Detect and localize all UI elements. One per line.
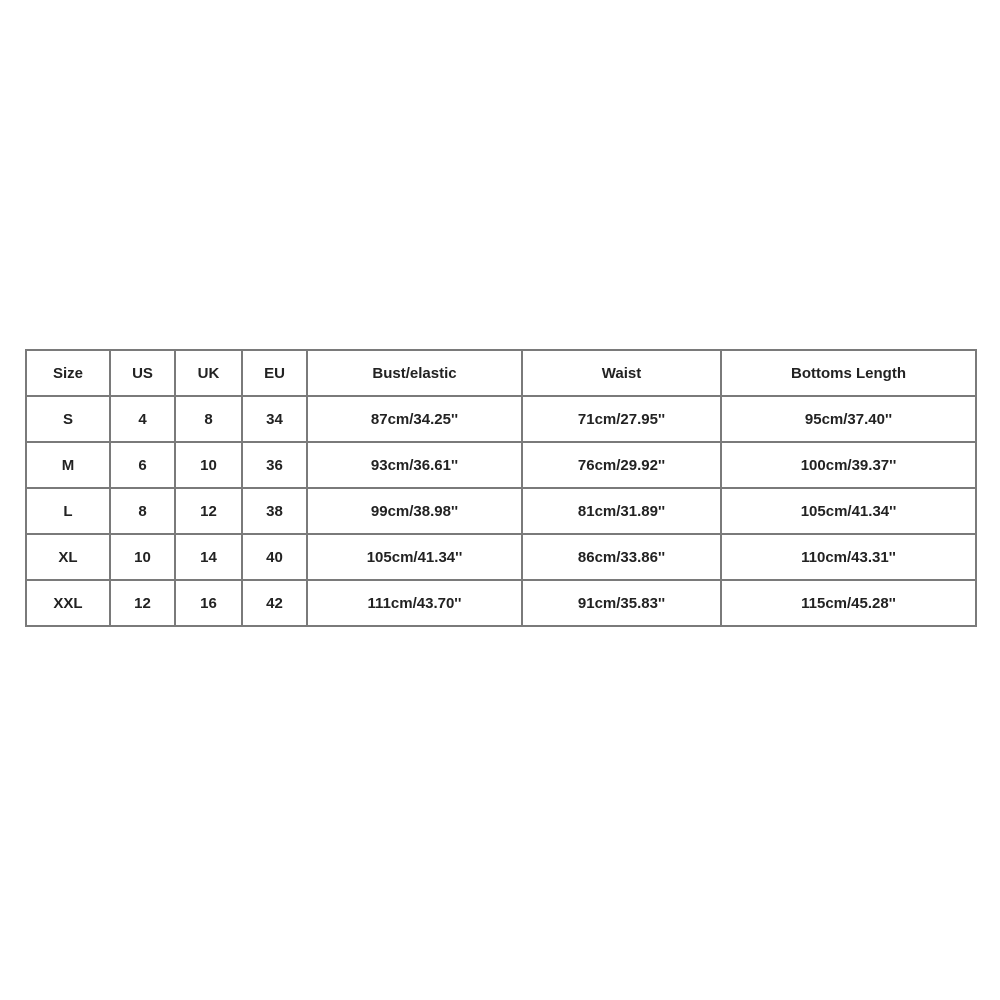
cell-uk: 16 — [175, 580, 242, 626]
cell-bottoms-length: 105cm/41.34'' — [721, 488, 976, 534]
cell-bottoms-length: 110cm/43.31'' — [721, 534, 976, 580]
header-eu: EU — [242, 350, 307, 396]
cell-uk: 10 — [175, 442, 242, 488]
cell-waist: 81cm/31.89'' — [522, 488, 721, 534]
size-chart-table — [25, 349, 977, 627]
cell-size: S — [26, 396, 110, 442]
cell-us: 4 — [110, 396, 175, 442]
table-row — [26, 488, 976, 534]
cell-bottoms-length: 115cm/45.28'' — [721, 580, 976, 626]
header-us: US — [110, 350, 175, 396]
cell-us: 10 — [110, 534, 175, 580]
header-bottoms-length: Bottoms Length — [721, 350, 976, 396]
header-size: Size — [26, 350, 110, 396]
cell-uk: 14 — [175, 534, 242, 580]
table-row — [26, 534, 976, 580]
cell-size: L — [26, 488, 110, 534]
cell-eu: 36 — [242, 442, 307, 488]
table-row — [26, 442, 976, 488]
header-bust: Bust/elastic — [307, 350, 522, 396]
cell-waist: 91cm/35.83'' — [522, 580, 721, 626]
cell-bust: 87cm/34.25'' — [307, 396, 522, 442]
table-row — [26, 580, 976, 626]
header-uk: UK — [175, 350, 242, 396]
cell-eu: 34 — [242, 396, 307, 442]
cell-bottoms-length: 100cm/39.37'' — [721, 442, 976, 488]
cell-waist: 76cm/29.92'' — [522, 442, 721, 488]
cell-uk: 12 — [175, 488, 242, 534]
header-waist: Waist — [522, 350, 721, 396]
cell-us: 6 — [110, 442, 175, 488]
cell-eu: 40 — [242, 534, 307, 580]
cell-us: 8 — [110, 488, 175, 534]
cell-waist: 86cm/33.86'' — [522, 534, 721, 580]
cell-uk: 8 — [175, 396, 242, 442]
cell-bust: 105cm/41.34'' — [307, 534, 522, 580]
cell-bust: 111cm/43.70'' — [307, 580, 522, 626]
cell-size: XL — [26, 534, 110, 580]
cell-size: M — [26, 442, 110, 488]
cell-bottoms-length: 95cm/37.40'' — [721, 396, 976, 442]
cell-bust: 93cm/36.61'' — [307, 442, 522, 488]
cell-bust: 99cm/38.98'' — [307, 488, 522, 534]
cell-eu: 42 — [242, 580, 307, 626]
table-row — [26, 396, 976, 442]
cell-waist: 71cm/27.95'' — [522, 396, 721, 442]
cell-eu: 38 — [242, 488, 307, 534]
cell-us: 12 — [110, 580, 175, 626]
cell-size: XXL — [26, 580, 110, 626]
header-row — [26, 350, 976, 396]
